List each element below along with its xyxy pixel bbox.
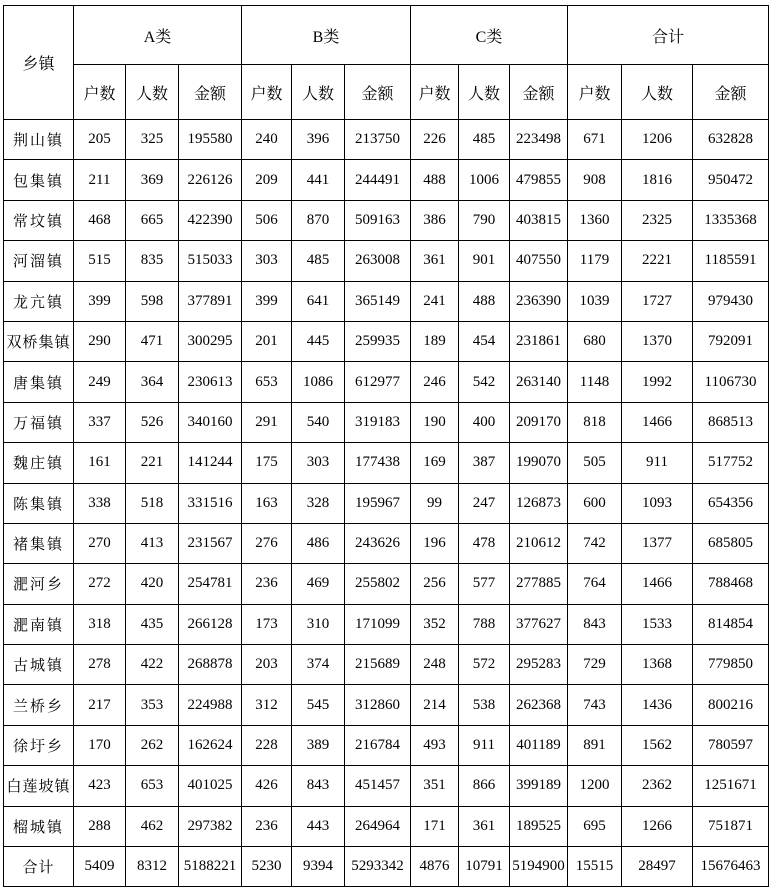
table-row <box>4 443 769 483</box>
sub-header-people: 人数 <box>292 65 345 120</box>
table-cell: 262368 <box>510 685 568 725</box>
table-cell: 312 <box>242 685 292 725</box>
table-cell: 1370 <box>622 321 693 361</box>
table-row <box>4 241 769 281</box>
table-cell: 99 <box>411 483 459 523</box>
table-row <box>4 685 769 725</box>
sub-header-amount: 金额 <box>693 65 769 120</box>
table-cell: 1466 <box>622 402 693 442</box>
table-cell: 680 <box>568 321 622 361</box>
table-cell: 195580 <box>179 120 242 160</box>
table-cell: 276 <box>242 523 292 563</box>
table-cell: 268878 <box>179 645 242 685</box>
table-cell: 911 <box>459 725 510 765</box>
table-cell: 1185591 <box>693 241 769 281</box>
table-cell: 632828 <box>693 120 769 160</box>
table-cell: 818 <box>568 402 622 442</box>
table-row <box>4 120 769 160</box>
table-cell: 1148 <box>568 362 622 402</box>
table-cell: 244491 <box>345 160 411 200</box>
table-cell: 1360 <box>568 200 622 240</box>
table-cell: 800216 <box>693 685 769 725</box>
table-cell: 352 <box>411 604 459 644</box>
table-cell: 325 <box>126 120 179 160</box>
table-cell: 908 <box>568 160 622 200</box>
table-cell: 2325 <box>622 200 693 240</box>
table-cell: 911 <box>622 443 693 483</box>
table-cell: 792091 <box>693 321 769 361</box>
sub-header-people: 人数 <box>622 65 693 120</box>
table-cell: 303 <box>292 443 345 483</box>
table-cell: 866 <box>459 766 510 806</box>
table-cell: 493 <box>411 725 459 765</box>
table-cell: 300295 <box>179 321 242 361</box>
sub-header-people: 人数 <box>126 65 179 120</box>
table-cell: 266128 <box>179 604 242 644</box>
table-cell: 5230 <box>242 847 292 887</box>
town-name: 淝河乡 <box>4 564 74 604</box>
table-cell: 387 <box>459 443 510 483</box>
table-cell: 422390 <box>179 200 242 240</box>
table-cell: 517752 <box>693 443 769 483</box>
table-row <box>4 604 769 644</box>
table-cell: 297382 <box>179 806 242 846</box>
table-cell: 264964 <box>345 806 411 846</box>
group-header-c: C类 <box>411 6 568 65</box>
table-cell: 5188221 <box>179 847 242 887</box>
table-cell: 399 <box>74 281 126 321</box>
table-cell: 403815 <box>510 200 568 240</box>
table-cell: 290 <box>74 321 126 361</box>
town-name: 徐圩乡 <box>4 725 74 765</box>
table-row <box>4 200 769 240</box>
table-cell: 542 <box>459 362 510 402</box>
table-cell: 1562 <box>622 725 693 765</box>
table-cell: 162624 <box>179 725 242 765</box>
table-container <box>3 5 769 887</box>
table-cell: 236 <box>242 806 292 846</box>
table-cell: 401189 <box>510 725 568 765</box>
table-cell: 488 <box>411 160 459 200</box>
table-cell: 751871 <box>693 806 769 846</box>
table-cell: 468 <box>74 200 126 240</box>
table-cell: 743 <box>568 685 622 725</box>
table-cell: 331516 <box>179 483 242 523</box>
table-cell: 1179 <box>568 241 622 281</box>
table-cell: 1006 <box>459 160 510 200</box>
total-label: 合计 <box>4 847 74 887</box>
table-cell: 950472 <box>693 160 769 200</box>
table-cell: 413 <box>126 523 179 563</box>
table-cell: 190 <box>411 402 459 442</box>
town-name: 淝南镇 <box>4 604 74 644</box>
table-cell: 451457 <box>345 766 411 806</box>
table-cell: 790 <box>459 200 510 240</box>
table-cell: 729 <box>568 645 622 685</box>
sub-header-households: 户数 <box>242 65 292 120</box>
table-cell: 353 <box>126 685 179 725</box>
table-cell: 478 <box>459 523 510 563</box>
table-cell: 5293342 <box>345 847 411 887</box>
table-cell: 9394 <box>292 847 345 887</box>
table-cell: 1251671 <box>693 766 769 806</box>
table-cell: 779850 <box>693 645 769 685</box>
town-name: 荆山镇 <box>4 120 74 160</box>
table-cell: 488 <box>459 281 510 321</box>
town-name: 兰桥乡 <box>4 685 74 725</box>
table-cell: 485 <box>459 120 510 160</box>
table-cell: 526 <box>126 402 179 442</box>
table-cell: 270 <box>74 523 126 563</box>
table-cell: 545 <box>292 685 345 725</box>
table-cell: 310 <box>292 604 345 644</box>
table-cell: 577 <box>459 564 510 604</box>
table-cell: 389 <box>292 725 345 765</box>
table-cell: 1106730 <box>693 362 769 402</box>
table-row <box>4 645 769 685</box>
table-cell: 256 <box>411 564 459 604</box>
sub-header-amount: 金额 <box>510 65 568 120</box>
table-cell: 540 <box>292 402 345 442</box>
table-cell: 420 <box>126 564 179 604</box>
table-cell: 654356 <box>693 483 769 523</box>
table-cell: 303 <box>242 241 292 281</box>
table-cell: 4876 <box>411 847 459 887</box>
table-cell: 764 <box>568 564 622 604</box>
table-cell: 196 <box>411 523 459 563</box>
table-cell: 1039 <box>568 281 622 321</box>
town-name: 陈集镇 <box>4 483 74 523</box>
header-row-groups <box>4 6 769 65</box>
table-cell: 870 <box>292 200 345 240</box>
table-cell: 337 <box>74 402 126 442</box>
table-cell: 868513 <box>693 402 769 442</box>
table-cell: 277885 <box>510 564 568 604</box>
table-cell: 685805 <box>693 523 769 563</box>
table-cell: 263140 <box>510 362 568 402</box>
table-cell: 515 <box>74 241 126 281</box>
town-name: 包集镇 <box>4 160 74 200</box>
table-cell: 230613 <box>179 362 242 402</box>
town-name: 唐集镇 <box>4 362 74 402</box>
table-cell: 15676463 <box>693 847 769 887</box>
table-cell: 247 <box>459 483 510 523</box>
table-cell: 671 <box>568 120 622 160</box>
header-row-subs <box>4 65 769 120</box>
table-cell: 361 <box>459 806 510 846</box>
table-cell: 979430 <box>693 281 769 321</box>
table-cell: 518 <box>126 483 179 523</box>
table-row <box>4 483 769 523</box>
town-name: 双桥集镇 <box>4 321 74 361</box>
table-cell: 243626 <box>345 523 411 563</box>
table-cell: 199070 <box>510 443 568 483</box>
total-row <box>4 847 769 887</box>
table-cell: 665 <box>126 200 179 240</box>
group-header-a: A类 <box>74 6 242 65</box>
table-cell: 1206 <box>622 120 693 160</box>
table-cell: 1086 <box>292 362 345 402</box>
table-cell: 780597 <box>693 725 769 765</box>
table-cell: 538 <box>459 685 510 725</box>
table-cell: 318 <box>74 604 126 644</box>
sub-header-households: 户数 <box>411 65 459 120</box>
table-cell: 1266 <box>622 806 693 846</box>
table-cell: 195967 <box>345 483 411 523</box>
table-cell: 231567 <box>179 523 242 563</box>
table-cell: 653 <box>242 362 292 402</box>
table-cell: 2362 <box>622 766 693 806</box>
table-cell: 173 <box>242 604 292 644</box>
group-header-b: B类 <box>242 6 411 65</box>
table-cell: 506 <box>242 200 292 240</box>
town-name: 白莲坡镇 <box>4 766 74 806</box>
table-cell: 365149 <box>345 281 411 321</box>
town-name: 魏庄镇 <box>4 443 74 483</box>
table-cell: 742 <box>568 523 622 563</box>
table-cell: 400 <box>459 402 510 442</box>
table-cell: 228 <box>242 725 292 765</box>
table-cell: 241 <box>411 281 459 321</box>
table-cell: 5194900 <box>510 847 568 887</box>
table-cell: 901 <box>459 241 510 281</box>
table-row <box>4 281 769 321</box>
sub-header-people: 人数 <box>459 65 510 120</box>
table-cell: 263008 <box>345 241 411 281</box>
table-cell: 272 <box>74 564 126 604</box>
table-cell: 1200 <box>568 766 622 806</box>
table-cell: 255802 <box>345 564 411 604</box>
table-cell: 5409 <box>74 847 126 887</box>
table-cell: 572 <box>459 645 510 685</box>
table-cell: 216784 <box>345 725 411 765</box>
table-cell: 364 <box>126 362 179 402</box>
table-cell: 15515 <box>568 847 622 887</box>
table-cell: 169 <box>411 443 459 483</box>
table-cell: 126873 <box>510 483 568 523</box>
table-cell: 213750 <box>345 120 411 160</box>
table-cell: 377891 <box>179 281 242 321</box>
table-cell: 288 <box>74 806 126 846</box>
table-cell: 189 <box>411 321 459 361</box>
table-cell: 423 <box>74 766 126 806</box>
table-cell: 248 <box>411 645 459 685</box>
town-header: 乡镇 <box>4 6 74 120</box>
table-cell: 788468 <box>693 564 769 604</box>
table-cell: 462 <box>126 806 179 846</box>
table-cell: 203 <box>242 645 292 685</box>
table-cell: 843 <box>292 766 345 806</box>
sub-header-amount: 金额 <box>179 65 242 120</box>
table-cell: 1533 <box>622 604 693 644</box>
table-cell: 1093 <box>622 483 693 523</box>
table-cell: 215689 <box>345 645 411 685</box>
table-cell: 2221 <box>622 241 693 281</box>
table-cell: 236 <box>242 564 292 604</box>
town-name: 古城镇 <box>4 645 74 685</box>
table-cell: 443 <box>292 806 345 846</box>
table-cell: 1377 <box>622 523 693 563</box>
table-cell: 505 <box>568 443 622 483</box>
table-cell: 328 <box>292 483 345 523</box>
table-cell: 209 <box>242 160 292 200</box>
table-cell: 211 <box>74 160 126 200</box>
table-cell: 171099 <box>345 604 411 644</box>
table-cell: 399189 <box>510 766 568 806</box>
table-cell: 295283 <box>510 645 568 685</box>
table-cell: 641 <box>292 281 345 321</box>
town-name: 常坟镇 <box>4 200 74 240</box>
table-cell: 441 <box>292 160 345 200</box>
table-cell: 509163 <box>345 200 411 240</box>
table-cell: 486 <box>292 523 345 563</box>
table-cell: 10791 <box>459 847 510 887</box>
table-cell: 445 <box>292 321 345 361</box>
table-cell: 259935 <box>345 321 411 361</box>
table-cell: 891 <box>568 725 622 765</box>
table-cell: 28497 <box>622 847 693 887</box>
table-cell: 612977 <box>345 362 411 402</box>
table-cell: 469 <box>292 564 345 604</box>
table-cell: 217 <box>74 685 126 725</box>
town-name: 榴城镇 <box>4 806 74 846</box>
table-cell: 374 <box>292 645 345 685</box>
table-row <box>4 523 769 563</box>
table-row <box>4 725 769 765</box>
table-cell: 291 <box>242 402 292 442</box>
table-cell: 262 <box>126 725 179 765</box>
table-cell: 396 <box>292 120 345 160</box>
table-cell: 454 <box>459 321 510 361</box>
table-cell: 377627 <box>510 604 568 644</box>
table-cell: 224988 <box>179 685 242 725</box>
table-cell: 221 <box>126 443 179 483</box>
table-cell: 246 <box>411 362 459 402</box>
table-cell: 407550 <box>510 241 568 281</box>
table-cell: 386 <box>411 200 459 240</box>
table-cell: 171 <box>411 806 459 846</box>
table-cell: 223498 <box>510 120 568 160</box>
table-cell: 214 <box>411 685 459 725</box>
table-cell: 1335368 <box>693 200 769 240</box>
table-row <box>4 402 769 442</box>
table-cell: 240 <box>242 120 292 160</box>
table-cell: 479855 <box>510 160 568 200</box>
table-cell: 205 <box>74 120 126 160</box>
table-cell: 312860 <box>345 685 411 725</box>
table-cell: 485 <box>292 241 345 281</box>
table-cell: 249 <box>74 362 126 402</box>
table-row <box>4 806 769 846</box>
table-cell: 471 <box>126 321 179 361</box>
table-cell: 435 <box>126 604 179 644</box>
table-cell: 189525 <box>510 806 568 846</box>
table-cell: 338 <box>74 483 126 523</box>
table-cell: 177438 <box>345 443 411 483</box>
table-cell: 175 <box>242 443 292 483</box>
table-cell: 210612 <box>510 523 568 563</box>
table-row <box>4 564 769 604</box>
sub-header-households: 户数 <box>74 65 126 120</box>
table-cell: 141244 <box>179 443 242 483</box>
table-cell: 236390 <box>510 281 568 321</box>
table-cell: 254781 <box>179 564 242 604</box>
table-cell: 814854 <box>693 604 769 644</box>
table-cell: 170 <box>74 725 126 765</box>
table-cell: 422 <box>126 645 179 685</box>
table-row <box>4 766 769 806</box>
town-name: 龙亢镇 <box>4 281 74 321</box>
town-name: 万福镇 <box>4 402 74 442</box>
table-cell: 351 <box>411 766 459 806</box>
table-cell: 1368 <box>622 645 693 685</box>
table-cell: 426 <box>242 766 292 806</box>
table-cell: 1816 <box>622 160 693 200</box>
table-cell: 319183 <box>345 402 411 442</box>
table-cell: 226126 <box>179 160 242 200</box>
town-name: 河溜镇 <box>4 241 74 281</box>
table-cell: 1436 <box>622 685 693 725</box>
table-cell: 201 <box>242 321 292 361</box>
table-cell: 401025 <box>179 766 242 806</box>
table-cell: 695 <box>568 806 622 846</box>
table-cell: 1466 <box>622 564 693 604</box>
subsidy-table <box>3 5 769 887</box>
table-cell: 8312 <box>126 847 179 887</box>
table-cell: 163 <box>242 483 292 523</box>
sub-header-households: 户数 <box>568 65 622 120</box>
group-header-total: 合计 <box>568 6 769 65</box>
table-cell: 788 <box>459 604 510 644</box>
table-row <box>4 160 769 200</box>
table-cell: 399 <box>242 281 292 321</box>
table-body <box>4 120 769 887</box>
table-cell: 278 <box>74 645 126 685</box>
sub-header-amount: 金额 <box>345 65 411 120</box>
table-cell: 835 <box>126 241 179 281</box>
table-cell: 209170 <box>510 402 568 442</box>
table-cell: 226 <box>411 120 459 160</box>
table-row <box>4 362 769 402</box>
table-cell: 653 <box>126 766 179 806</box>
table-cell: 600 <box>568 483 622 523</box>
table-cell: 361 <box>411 241 459 281</box>
table-cell: 231861 <box>510 321 568 361</box>
table-row <box>4 321 769 361</box>
table-cell: 1992 <box>622 362 693 402</box>
table-cell: 161 <box>74 443 126 483</box>
table-cell: 340160 <box>179 402 242 442</box>
table-cell: 598 <box>126 281 179 321</box>
table-cell: 1727 <box>622 281 693 321</box>
table-cell: 515033 <box>179 241 242 281</box>
table-cell: 369 <box>126 160 179 200</box>
town-name: 褚集镇 <box>4 523 74 563</box>
table-cell: 843 <box>568 604 622 644</box>
